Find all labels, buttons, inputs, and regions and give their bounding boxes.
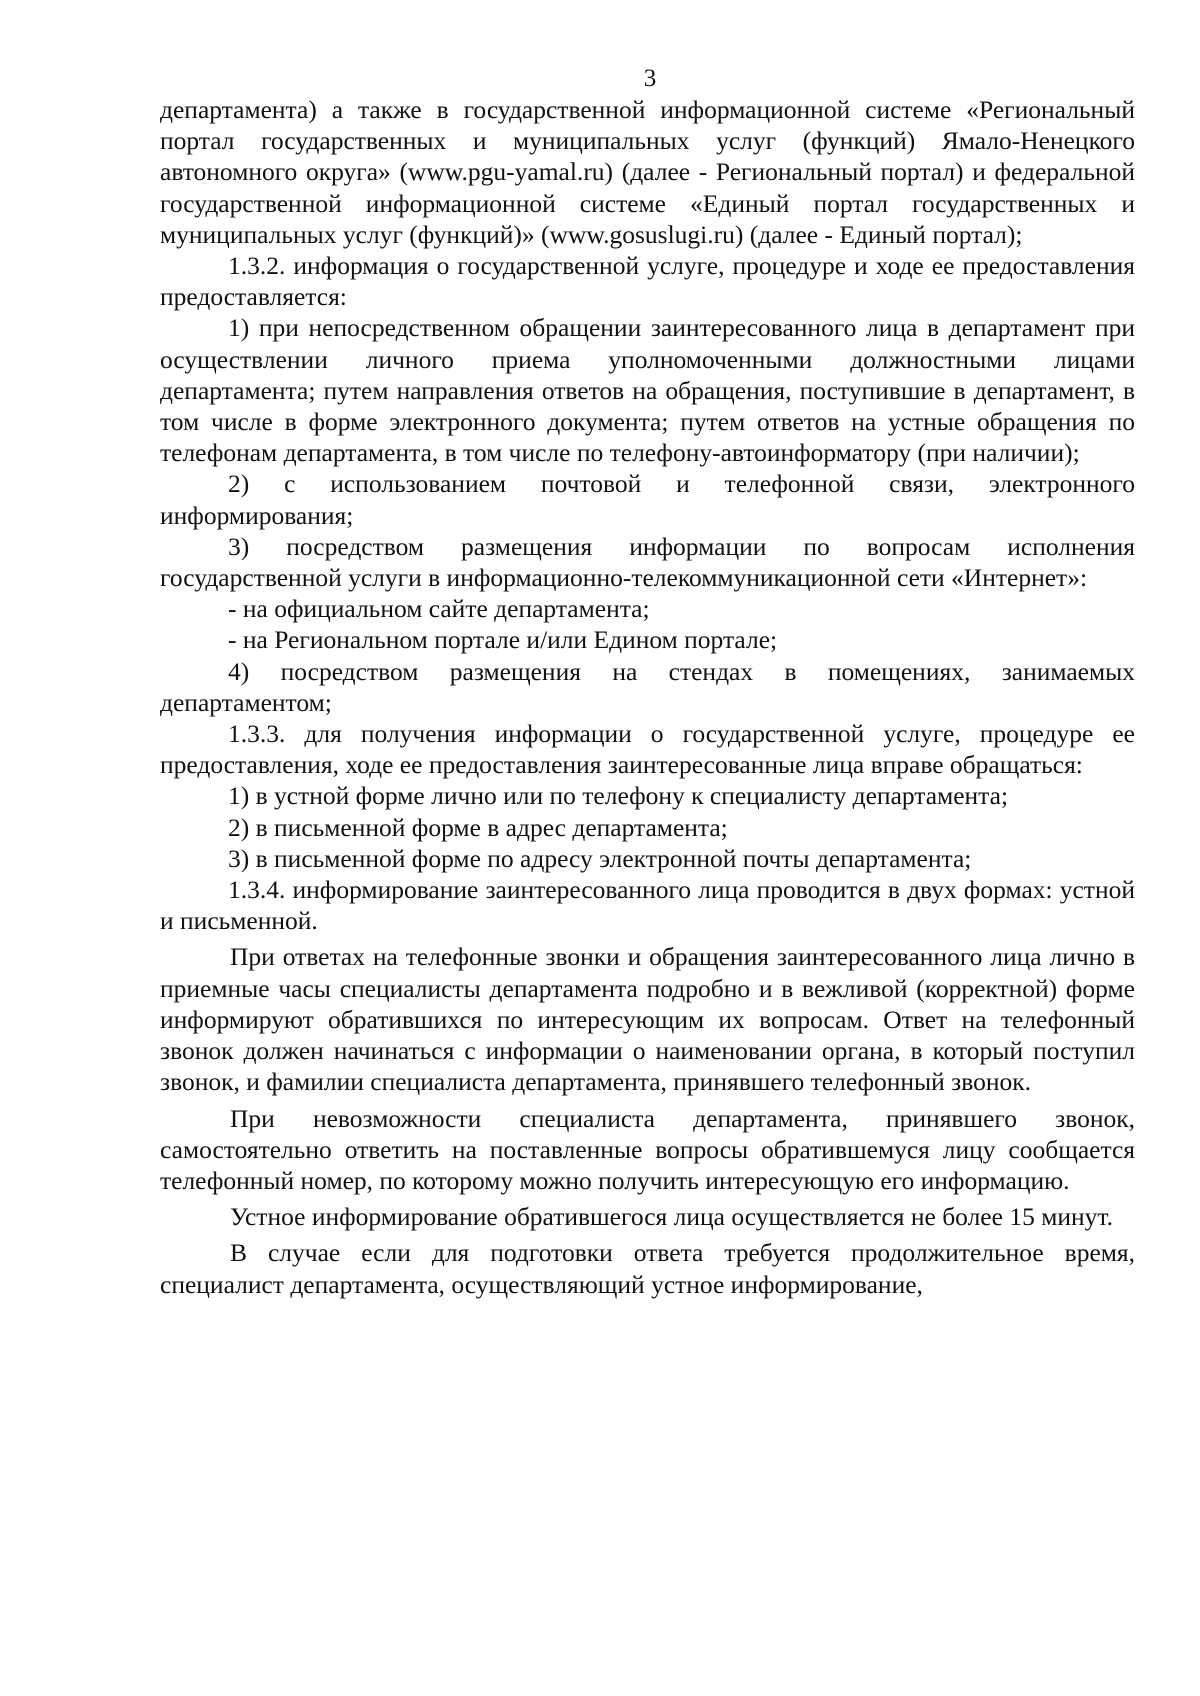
list-item-2-post-phone: 2) с использованием почтовой и телефонной связи, электронного информирования;	[160, 469, 1135, 530]
paragraph-1-3-2: 1.3.2. информация о государственной услуге, процедуре и ходе ее предоставления предоставляется:	[160, 251, 1135, 312]
paragraph-1-3-4: 1.3.4. информирование заинтересованного лица проводится в двух формах: устной и письменной.	[160, 875, 1135, 936]
paragraph-phone-calls: При ответах на телефонные звонки и обращения заинтересованного лица лично в приемные часы специалисты департамента подробно и в вежливой (корректной) форме информируют обратившихся по интересующим их вопросам. Ответ на телефонный звонок должен начинаться с информации о наименовании органа, в который поступил звонок, и фамилии специалиста департамента, принявшего телефонный звонок.	[160, 942, 1135, 1097]
paragraph-long-preparation: В случае если для подготовки ответа требуется продолжительное время, специалист департамента, осуществляющий устное информирование,	[160, 1238, 1135, 1299]
paragraph-oral-duration: Устное информирование обратившегося лица осуществляется не более 15 минут.	[230, 1202, 1113, 1232]
list-item-3-internet: 3) посредством размещения информации по вопросам исполнения государственной услуги в информационно-телекоммуникационной сети «Интернет»:	[160, 531, 1135, 593]
paragraph-unable-to-answer: При невозможности специалиста департамента, принявшего звонок, самостоятельно ответить на поставленные вопросы обратившемуся лицу сообщается телефонный номер, по которому можно получить интересующую его информацию.	[160, 1103, 1135, 1195]
list-item-email-form: 3) в письменной форме по адресу электронной почты департамента;	[228, 843, 972, 873]
list-item-1-direct-contact: 1) при непосредственном обращении заинтересованного лица в департамент при осуществлении личного приема уполномоченными должностными лицами департамента; путем направления ответов на обращения, поступившие в департамент, в том числе в форме электронного документа; путем ответов на устные обращения по телефонам департамента, в том числе по телефону-автоинформатору (при наличии);	[160, 313, 1135, 468]
list-item-written-form: 2) в письменной форме в адрес департамента;	[228, 812, 728, 842]
page-number: 3	[643, 65, 657, 92]
document-body	[160, 94, 1135, 1300]
list-item-regional-portal: - на Региональном портале и/или Едином портале;	[228, 625, 778, 655]
paragraph-1-3-3: 1.3.3. для получения информации о государственной услуге, процедуре ее предоставления, ходе ее предоставления заинтересованные лица вправе обращаться:	[160, 719, 1135, 780]
paragraph-portals: департамента) а также в государственной информационной системе «Региональный портал государственных и муниципальных услуг (функций) Ямало-Ненецкого автономного округа» (www.pgu-yamal.ru) (далее - Региональный портал) и федеральной государственной информационной системе «Единый портал государственных и муниципальных услуг (функций)» (www.gosuslugi.ru) (далее - Единый портал);	[160, 95, 1135, 249]
list-item-official-site: - на официальном сайте департамента;	[228, 594, 650, 624]
list-item-oral-form: 1) в устной форме лично или по телефону к специалисту департамента;	[228, 781, 1009, 811]
list-item-4-stands: 4) посредством размещения на стендах в помещениях, занимаемых департаментом;	[160, 656, 1135, 717]
